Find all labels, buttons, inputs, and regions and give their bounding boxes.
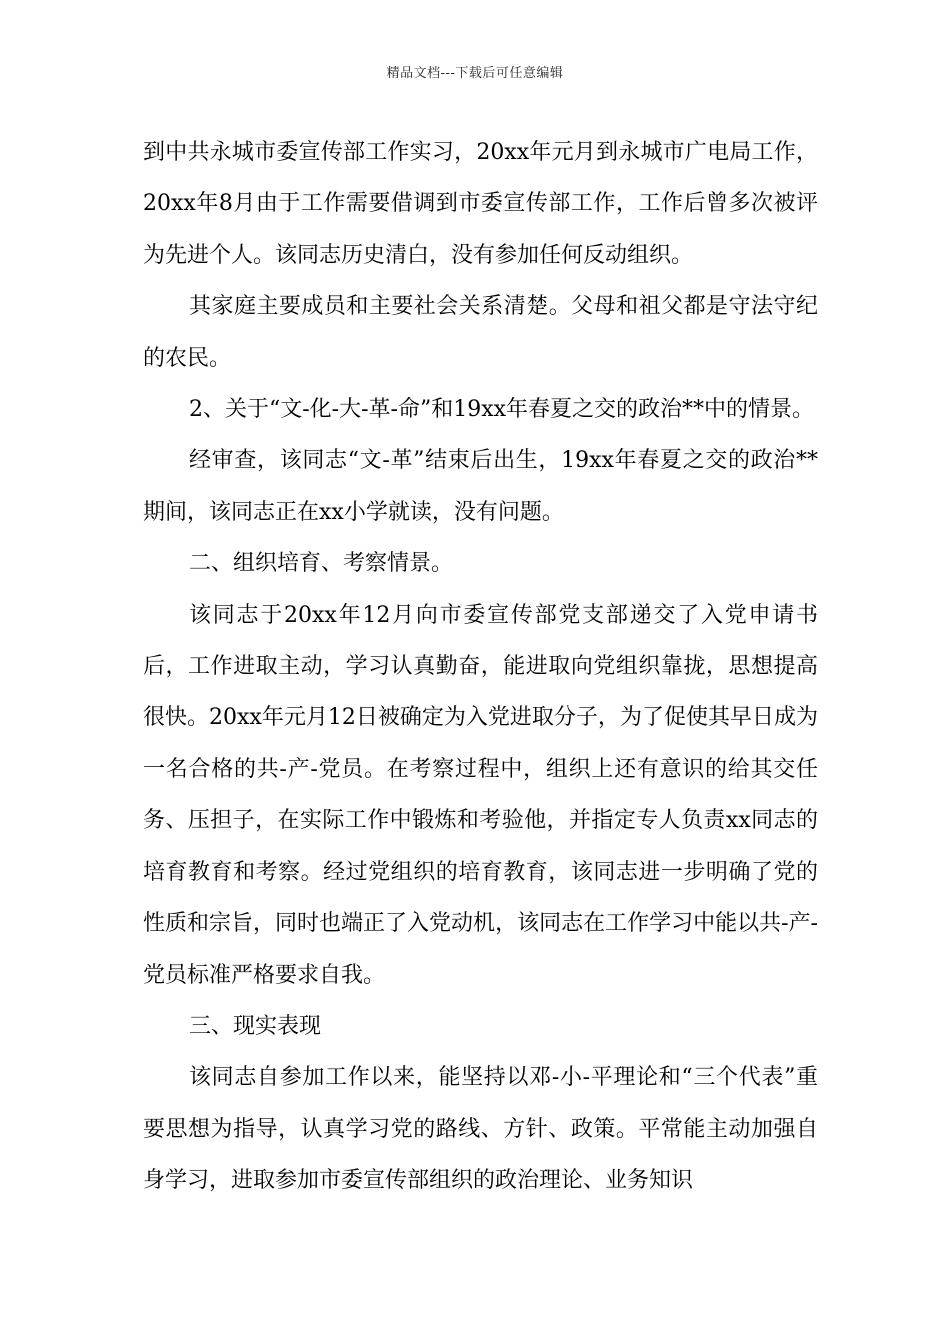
document-body bbox=[143, 127, 818, 1207]
paragraph-performance-details: 该同志自参加工作以来，能坚持以邓-小-平理论和“三个代表”重要思想为指导，认真学习党的路线、方针、政策。平常能主动加强自身学习，进取参加市委宣传部组织的政治理论、业务知识 bbox=[143, 1065, 818, 1194]
paragraph-work-history: 到中共永城市委宣传部工作实习，20xx年元月到永城市广电局工作，20xx年8月由于工作需要借调到市委宣传部工作，工作后曾多次被评为先进个人。该同志历史清白，没有参加任何反动组织。 bbox=[143, 140, 818, 268]
paragraph-family: 其家庭主要成员和主要社会关系清楚。父母和祖父都是守法守纪的农民。 bbox=[143, 294, 818, 371]
section-heading-training: 二、组织培育、考察情景。 bbox=[189, 551, 454, 577]
paragraph-review-result: 经审查，该同志“文-革”结束后出生，19xx年春夏之交的政治**期间，该同志正在xx小学就读，没有问题。 bbox=[143, 448, 818, 525]
page-header: 精品文档---下载后可任意编辑 bbox=[386, 66, 564, 81]
paragraph-training-details: 该同志于20xx年12月向市委宣传部党支部递交了入党申请书后，工作进取主动，学习认真勤奋，能进取向党组织靠拢，思想提高很快。20xx年元月12日被确定为入党进取分子，为了促使其早日成为一名合格的共-产-党员。在考察过程中，组织上还有意识的给其交任务、压担子，在实际工作中锻炼和考验他，并指定专人负责xx同志的培育教育和考察。经过党组织的培育教育，该同志进一步明确了党的性质和宗旨，同时也端正了入党动机，该同志在工作学习中能以共-产-党员标准严格要求自我。 bbox=[143, 602, 818, 988]
section-heading-performance: 三、现实表现 bbox=[189, 1013, 322, 1039]
paragraph-section-heading-political-history: 2、关于“文-化-大-革-命”和19xx年春夏之交的政治**中的情景。 bbox=[189, 397, 815, 423]
